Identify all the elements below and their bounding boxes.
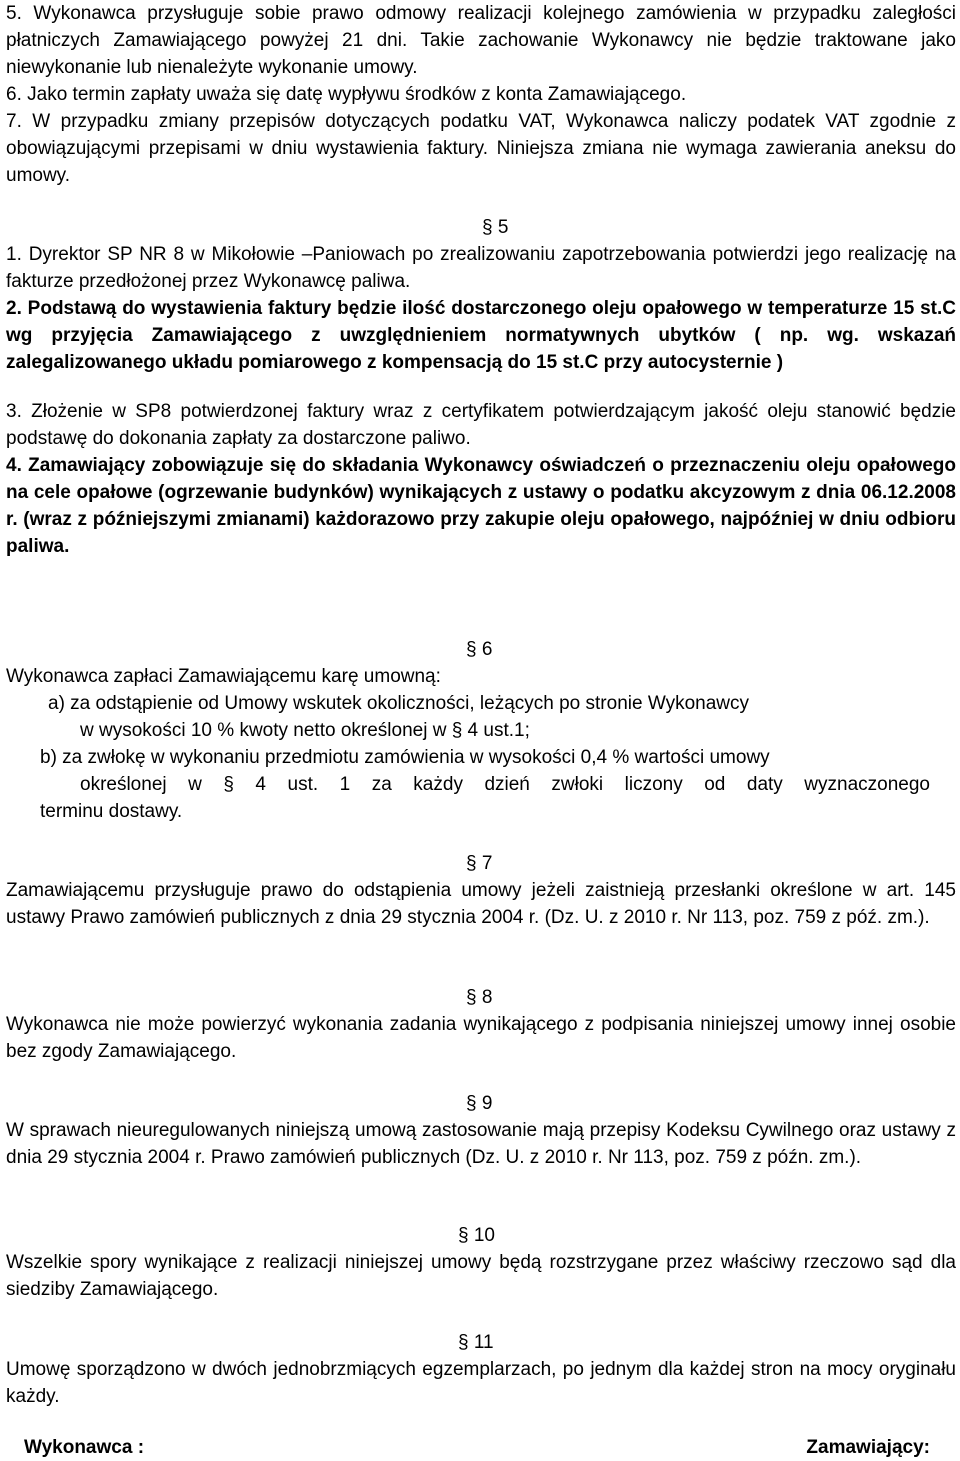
s11-text: Umowę sporządzono w dwóch jednobrzmiących egzemplarzach, po jednym dla każdej stron na mocy oryginału każdy.	[6, 1359, 956, 1407]
section-sign: §	[458, 1332, 469, 1353]
s6-item-b-end: terminu dostawy.	[40, 801, 183, 822]
section-10-heading	[458, 1222, 495, 1249]
paragraph-7-vat: 7. W przypadku zmiany przepisów dotyczących podatku VAT, Wykonawca naliczy podatek VAT zgodnie z obowiązującymi przepisami w dniu wystawienia faktury. Niniejsza zmiana nie wymaga zawierania aneksu do umowy.	[6, 111, 956, 186]
section-11-heading	[458, 1329, 494, 1356]
section-sign: §	[466, 987, 477, 1008]
s10-text: Wszelkie spory wynikające z realizacji niniejszej umowy będą rozstrzygane przez właściwy rzeczowo sąd dla siedziby Zamawiającego.	[6, 1252, 956, 1300]
section-6-heading	[466, 636, 492, 663]
signature-client-label: Zamawiający:	[806, 1437, 930, 1458]
section-number: 8	[481, 987, 493, 1008]
s6-intro: Wykonawca zapłaci Zamawiającemu karę umowną:	[6, 666, 441, 687]
section-sign: §	[466, 853, 477, 874]
s5-point-3: 3. Złożenie w SP8 potwierdzonej faktury wraz z certyfikatem potwierdzającym jakość oleju stanowić będzie podstawę do dokonania zapłaty za dostarczone paliwo.	[6, 401, 956, 449]
s5-point-4: 4. Zamawiający zobowiązuje się do składania Wykonawcy oświadczeń o przeznaczeniu oleju opałowego na cele opałowe (ogrzewanie budynków) wynikających z ustawy o podatku akcyzowym z dnia 06.12.2008 r. (wraz z późniejszymi zmianami) każdorazowo przy zakupie oleju opałowego, najpóźniej w dniu odbioru paliwa.	[6, 455, 956, 557]
section-number: 5	[497, 217, 509, 238]
s5-point-2: 2. Podstawą do wystawienia faktury będzie ilość dostarczonego oleju opałowego w temperaturze 15 st.C wg przyjęcia Zamawiającego z uwzględnieniem normatywnych ubytków ( np. wg. wskazań zalegalizowanego układu pomiarowego z kompensacją do 15 st.C przy autocysternie )	[6, 298, 956, 373]
section-number: 6	[481, 639, 493, 660]
section-sign: §	[482, 217, 493, 238]
section-sign: §	[466, 1093, 477, 1114]
section-5-heading	[482, 214, 508, 241]
section-8-heading	[466, 984, 492, 1011]
s9-text: W sprawach nieuregulowanych niniejszą umową zastosowanie mają przepisy Kodeksu Cywilnego oraz ustawy z dnia 29 stycznia 2004 r. Prawo zamówień publicznych (Dz. U. z 2010 r. Nr 113, poz. 759 z późn. zm.).	[6, 1120, 956, 1168]
section-number: 7	[481, 853, 493, 874]
s6-item-b-cont: określonej w § 4 ust. 1 za każdy dzień zwłoki liczony od daty wyznaczonego	[80, 774, 930, 795]
section-number: 9	[481, 1093, 493, 1114]
section-7-heading	[466, 850, 492, 877]
s5-point-1: 1. Dyrektor SP NR 8 w Mikołowie –Paniowach po zrealizowaniu zapotrzebowania potwierdzi jego realizację na fakturze przedłożonej przez Wykonawcę paliwa.	[6, 244, 956, 292]
paragraph-5-refusal: 5. Wykonawca przysługuje sobie prawo odmowy realizacji kolejnego zamówienia w przypadku zaległości płatniczych Zamawiającego powyżej 21 dni. Takie zachowanie Wykonawcy nie będzie traktowane jako niewykonanie lub nienależyte wykonanie umowy.	[6, 3, 956, 78]
section-number: 11	[473, 1332, 494, 1353]
signature-contractor-label: Wykonawca :	[24, 1437, 145, 1458]
section-9-heading	[466, 1090, 492, 1117]
s7-text: Zamawiającemu przysługuje prawo do odstąpienia umowy jeżeli zaistnieją przesłanki określone w art. 145 ustawy Prawo zamówień publicznych z dnia 29 stycznia 2004 r. (Dz. U. z 2010 r. Nr 113, poz. 759 z póź. zm.).	[6, 880, 956, 928]
s6-item-a: a) za odstąpienie od Umowy wskutek okoliczności, leżących po stronie Wykonawcy	[48, 693, 750, 714]
section-sign: §	[458, 1225, 469, 1246]
section-number: 10	[473, 1225, 495, 1246]
s6-item-a-cont: w wysokości 10 % kwoty netto określonej w § 4 ust.1;	[80, 720, 530, 741]
paragraph-6-payment-date: 6. Jako termin zapłaty uważa się datę wypływu środków z konta Zamawiającego.	[6, 84, 687, 105]
section-sign: §	[466, 639, 477, 660]
s6-item-b: b) za zwłokę w wykonaniu przedmiotu zamówienia w wysokości 0,4 % wartości umowy	[40, 747, 770, 768]
s8-text: Wykonawca nie może powierzyć wykonania zadania wynikającego z podpisania niniejszej umowy innej osobie bez zgody Zamawiającego.	[6, 1014, 956, 1062]
